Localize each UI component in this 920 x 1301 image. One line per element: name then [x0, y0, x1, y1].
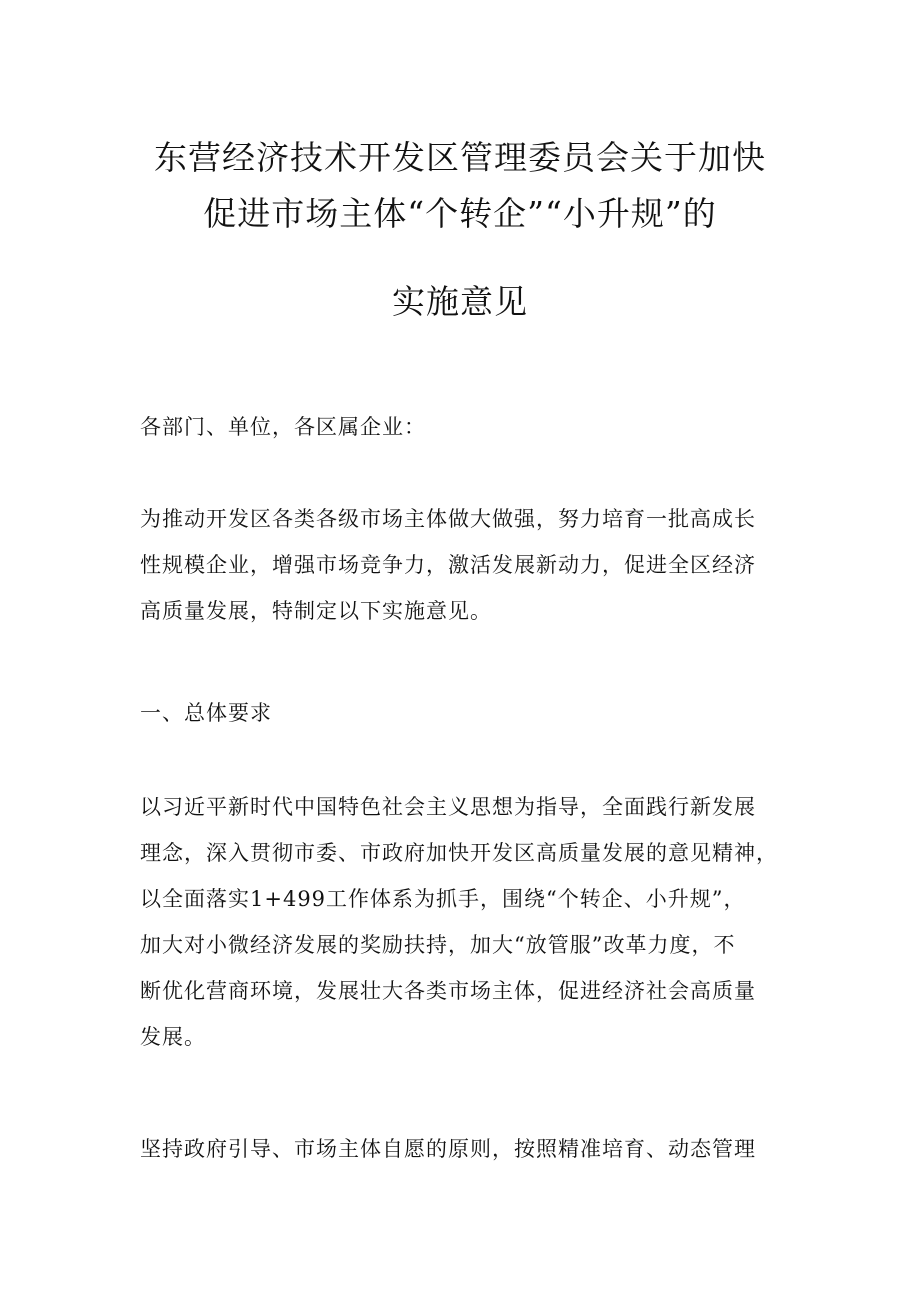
- document-title-line-3: 实施意见: [392, 282, 528, 321]
- body-line: 坚持政府引导、市场主体自愿的原则，按照精准培育、动态管理: [140, 1137, 756, 1161]
- intro-line: 性规模企业，增强市场竞争力，激活发展新动力，促进全区经济: [140, 553, 756, 577]
- body-line: 发展。: [140, 1025, 206, 1049]
- body-line: 断优化营商环境，发展壮大各类市场主体，促进经济社会高质量: [140, 979, 756, 1003]
- intro-line: 高质量发展，特制定以下实施意见。: [140, 599, 492, 623]
- body-line: 以习近平新时代中国特色社会主义思想为指导，全面践行新发展: [140, 795, 756, 819]
- section1-paragraph: [140, 784, 790, 1060]
- intro-line: 为推动开发区各类各级市场主体做大做强，努力培育一批高成长: [140, 507, 756, 531]
- section-heading: 一、总体要求: [140, 701, 272, 725]
- body-line: 理念，深入贯彻市委、市政府加快开发区高质量发展的意见精神，: [140, 841, 778, 865]
- body-line: 加大对小微经济发展的奖励扶持，加大“放管服”改革力度，不: [140, 933, 736, 957]
- document-title-line-1: 东营经济技术开发区管理委员会关于加快: [154, 138, 766, 177]
- intro-paragraph: [140, 496, 790, 634]
- section2-paragraph: [140, 1126, 790, 1172]
- document-title-line-2: 促进市场主体“个转企”“小升规”的: [203, 194, 717, 233]
- body-line: 以全面落实1+499工作体系为抓手，围绕“个转企、小升规”，: [140, 887, 746, 911]
- salutation: 各部门、单位，各区属企业：: [140, 415, 426, 439]
